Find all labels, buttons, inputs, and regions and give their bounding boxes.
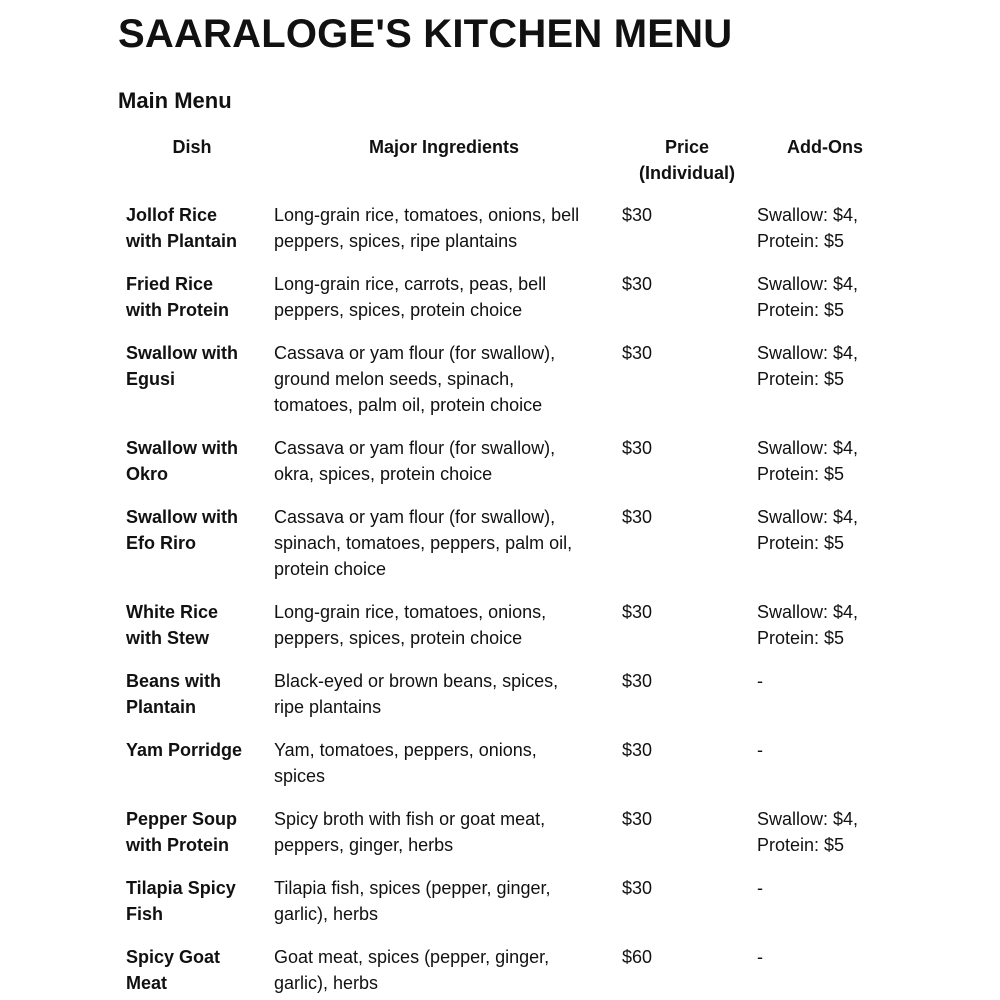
ingredients-line: peppers, spices, protein choice <box>274 628 523 648</box>
dish-cell <box>118 435 266 504</box>
dish-cell <box>118 271 266 340</box>
addons-line: Protein: $5 <box>757 231 845 251</box>
dish-name-line: Swallow with <box>126 438 239 458</box>
ingredients-cell <box>266 944 622 1000</box>
dish-cell <box>118 668 266 737</box>
dish-name-line: Okro <box>126 464 169 484</box>
price-cell: $30 <box>622 878 653 898</box>
header-row <box>118 134 898 202</box>
ingredients-line: Long-grain rice, tomatoes, onions, <box>274 602 547 622</box>
table-row <box>118 435 898 504</box>
dish-name-line: Meat <box>126 973 168 993</box>
menu-table <box>118 134 898 1000</box>
addons-line: Protein: $5 <box>757 369 845 389</box>
ingredients-line: Spicy broth with fish or goat meat, <box>274 809 546 829</box>
addons-line: - <box>757 740 763 760</box>
ingredients-cell <box>266 504 622 599</box>
column-header-price <box>622 134 752 202</box>
ingredients-line: spinach, tomatoes, peppers, palm oil, <box>274 533 573 553</box>
dish-cell <box>118 944 266 1000</box>
ingredients-line: protein choice <box>274 559 387 579</box>
ingredients-line: Long-grain rice, carrots, peas, bell <box>274 274 547 294</box>
ingredients-line: Yam, tomatoes, peppers, onions, <box>274 740 537 760</box>
dish-cell <box>118 202 266 271</box>
price-cell: $30 <box>622 438 653 458</box>
ingredients-cell <box>266 202 622 271</box>
menu-body <box>118 202 898 1000</box>
price-cell: $30 <box>622 205 653 225</box>
addons-line: Protein: $5 <box>757 464 845 484</box>
ingredients-line: tomatoes, palm oil, protein choice <box>274 395 543 415</box>
dish-name-line: with Protein <box>126 300 229 320</box>
addons-line: Swallow: $4, <box>757 438 859 458</box>
addons-line: Swallow: $4, <box>757 507 859 527</box>
ingredients-cell <box>266 875 622 944</box>
ingredients-line: Goat meat, spices (pepper, ginger, <box>274 947 550 967</box>
addons-cell <box>752 435 898 504</box>
ingredients-line: spices <box>274 766 326 786</box>
addons-cell <box>752 271 898 340</box>
ingredients-line: garlic), herbs <box>274 904 379 924</box>
dish-cell <box>118 737 266 806</box>
addons-cell <box>752 599 898 668</box>
dish-cell <box>118 340 266 435</box>
addons-cell <box>752 875 898 944</box>
addons-line: - <box>757 671 763 691</box>
table-row <box>118 944 898 1000</box>
ingredients-line: peppers, spices, ripe plantains <box>274 231 518 251</box>
ingredients-line: garlic), herbs <box>274 973 379 993</box>
ingredients-cell <box>266 599 622 668</box>
dish-name-line: Pepper Soup <box>126 809 238 829</box>
ingredients-line: peppers, ginger, herbs <box>274 835 454 855</box>
dish-name-line: Spicy Goat <box>126 947 221 967</box>
addons-cell <box>752 944 898 1000</box>
table-row <box>118 599 898 668</box>
price-cell: $60 <box>622 947 653 967</box>
ingredients-cell <box>266 340 622 435</box>
dish-name-line: with Stew <box>126 628 210 648</box>
ingredients-line: Long-grain rice, tomatoes, onions, bell <box>274 205 580 225</box>
ingredients-cell <box>266 737 622 806</box>
price-cell: $30 <box>622 602 653 622</box>
addons-line: - <box>757 878 763 898</box>
price-cell: $30 <box>622 671 653 691</box>
addons-line: Swallow: $4, <box>757 809 859 829</box>
ingredients-line: ground melon seeds, spinach, <box>274 369 515 389</box>
ingredients-line: okra, spices, protein choice <box>274 464 493 484</box>
dish-cell <box>118 599 266 668</box>
price-cell: $30 <box>622 507 653 527</box>
table-row <box>118 340 898 435</box>
dish-name-line: Plantain <box>126 697 197 717</box>
ingredients-line: Cassava or yam flour (for swallow), <box>274 438 556 458</box>
price-header-line2: (Individual) <box>639 163 735 183</box>
addons-cell <box>752 737 898 806</box>
ingredients-cell <box>266 668 622 737</box>
addons-cell <box>752 202 898 271</box>
dish-name-line: with Protein <box>126 835 229 855</box>
price-cell: $30 <box>622 343 653 363</box>
dish-cell <box>118 504 266 599</box>
ingredients-line: peppers, spices, protein choice <box>274 300 523 320</box>
table-row <box>118 271 898 340</box>
dish-name-line: with Plantain <box>126 231 238 251</box>
dish-cell <box>118 806 266 875</box>
ingredients-cell <box>266 271 622 340</box>
dish-name-line: Fish <box>126 904 164 924</box>
ingredients-line: Tilapia fish, spices (pepper, ginger, <box>274 878 551 898</box>
dish-name-line: Egusi <box>126 369 176 389</box>
column-header-dish: Dish <box>172 137 212 157</box>
column-header-ingredients: Major Ingredients <box>368 137 520 157</box>
dish-name-line: Jollof Rice <box>126 205 218 225</box>
addons-line: Swallow: $4, <box>757 205 859 225</box>
price-cell: $30 <box>622 740 653 760</box>
dish-name-line: White Rice <box>126 602 219 622</box>
dish-cell <box>118 875 266 944</box>
dish-name-line: Tilapia Spicy <box>126 878 236 898</box>
ingredients-cell <box>266 435 622 504</box>
addons-line: Protein: $5 <box>757 835 845 855</box>
addons-line: Protein: $5 <box>757 628 845 648</box>
addons-line: - <box>757 947 763 967</box>
column-header-addons: Add-Ons <box>787 137 863 157</box>
table-row <box>118 875 898 944</box>
addons-line: Swallow: $4, <box>757 602 859 622</box>
addons-line: Protein: $5 <box>757 533 845 553</box>
price-cell: $30 <box>622 809 653 829</box>
dish-name-line: Efo Riro <box>126 533 196 553</box>
addons-cell <box>752 668 898 737</box>
ingredients-line: ripe plantains <box>274 697 382 717</box>
dish-name-line: Swallow with <box>126 343 239 363</box>
price-cell: $30 <box>622 274 653 294</box>
table-row <box>118 202 898 271</box>
addons-line: Protein: $5 <box>757 300 845 320</box>
ingredients-line: Black-eyed or brown beans, spices, <box>274 671 559 691</box>
table-row <box>118 504 898 599</box>
dish-name-line: Yam Porridge <box>126 740 243 760</box>
ingredients-line: Cassava or yam flour (for swallow), <box>274 507 556 527</box>
addons-line: Swallow: $4, <box>757 274 859 294</box>
menu-title: SAARALOGE'S KITCHEN MENU <box>118 12 733 56</box>
table-row <box>118 737 898 806</box>
addons-line: Swallow: $4, <box>757 343 859 363</box>
table-row <box>118 806 898 875</box>
dish-name-line: Beans with <box>126 671 222 691</box>
table-row <box>118 668 898 737</box>
ingredients-line: Cassava or yam flour (for swallow), <box>274 343 556 363</box>
ingredients-cell <box>266 806 622 875</box>
section-title: Main Menu <box>118 88 232 113</box>
price-header-line1: Price <box>664 137 710 157</box>
dish-name-line: Swallow with <box>126 507 239 527</box>
dish-name-line: Fried Rice <box>126 274 214 294</box>
addons-cell <box>752 806 898 875</box>
addons-cell <box>752 340 898 435</box>
addons-cell <box>752 504 898 599</box>
